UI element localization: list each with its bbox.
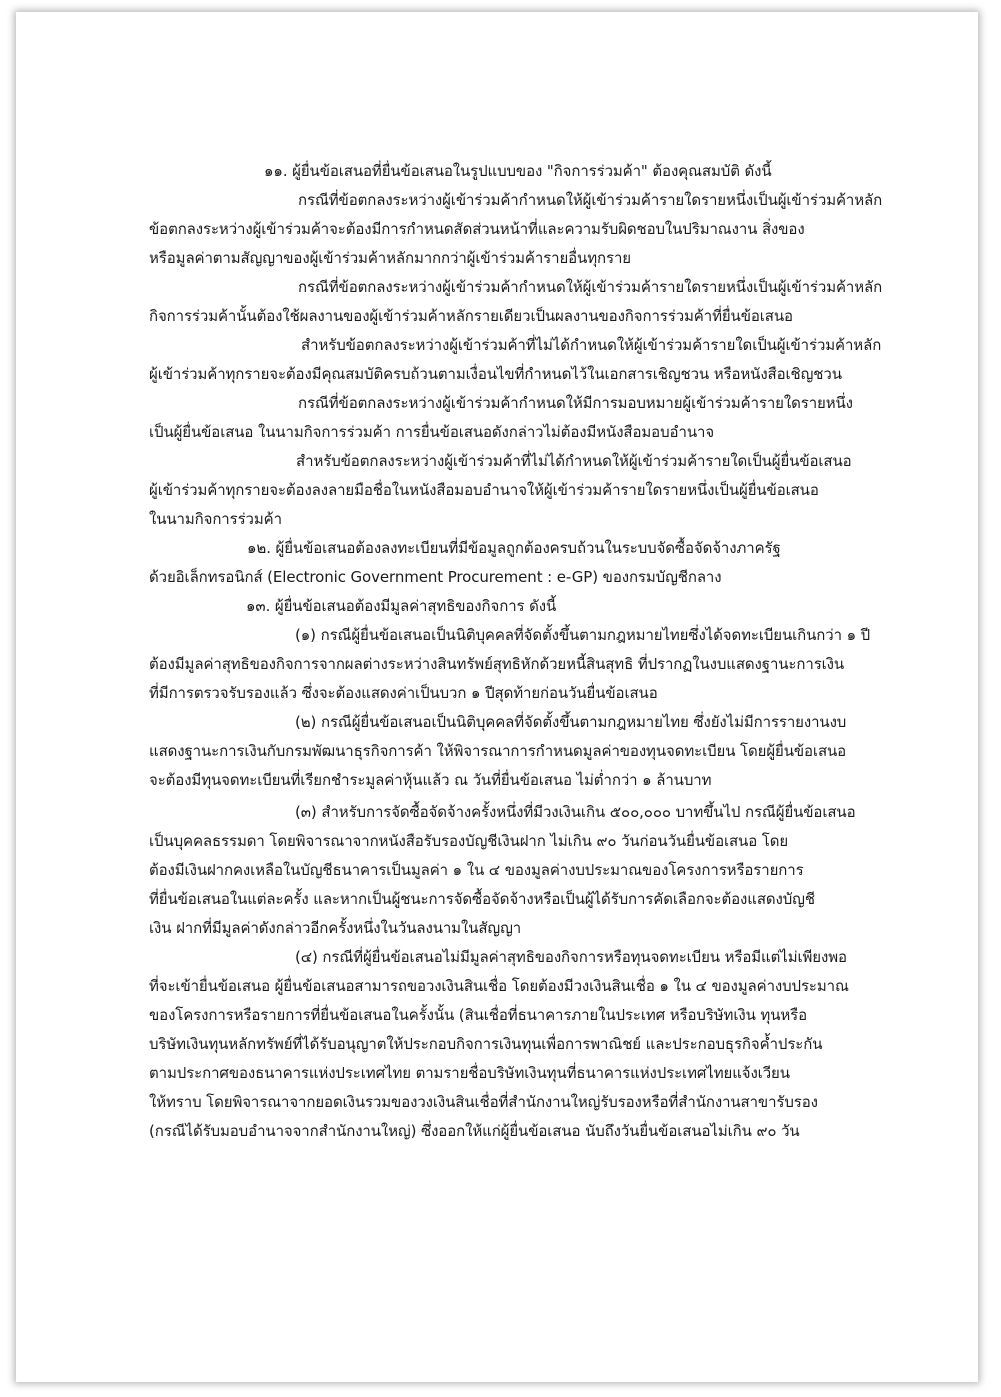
text-line: ผู้เข้าร่วมค้าทุกรายจะต้องมีคุณสมบัติครบถ้วนตามเงื่อนไขที่กำหนดไว้ในเอกสารเชิญชวน หรือหนังสือเชิญชวน bbox=[149, 365, 842, 383]
text-line: จะต้องมีทุนจดทะเบียนที่เรียกชำระมูลค่าหุ้นแล้ว ณ วันที่ยื่นข้อเสนอ ไม่ต่ำกว่า ๑ ล้านบาท bbox=[149, 771, 712, 789]
text-line: ตามประกาศของธนาคารแห่งประเทศไทย ตามรายชื่อบริษัทเงินทุนที่ธนาคารแห่งประเทศไทยแจ้งเวียน bbox=[149, 1064, 790, 1082]
text-line: (๒) กรณีผู้ยื่นข้อเสนอเป็นนิติบุคคลที่จัดตั้งขึ้นตามกฎหมายไทย ซึ่งยังไม่มีการรายงานงบ bbox=[295, 713, 847, 731]
text-line: (๓) สำหรับการจัดซื้อจัดจ้างครั้งหนึ่งที่มีวงเงินเกิน ๕๐๐,๐๐๐ บาทขึ้นไป กรณีผู้ยื่นข้อเสนอ bbox=[295, 803, 856, 821]
text-line: ของโครงการหรือรายการที่ยื่นข้อเสนอในครั้งนั้น (สินเชื่อที่ธนาคารภายในประเทศ หรือบริษัทเงิน ทุนหรือ bbox=[149, 1006, 808, 1024]
text-line: เงิน ฝากที่มีมูลค่าดังกล่าวอีกครั้งหนึ่งในวันลงนามในสัญญา bbox=[149, 919, 522, 937]
text-line: หรือมูลค่าตามสัญญาของผู้เข้าร่วมค้าหลักมากกว่าผู้เข้าร่วมค้ารายอื่นทุกราย bbox=[149, 249, 631, 267]
text-line: ที่มีการตรวจรับรองแล้ว ซึ่งจะต้องแสดงค่าเป็นบวก ๑ ปีสุดท้ายก่อนวันยื่นข้อเสนอ bbox=[149, 684, 658, 702]
text-line: กรณีที่ข้อตกลงระหว่างผู้เข้าร่วมค้ากำหนดให้ผู้เข้าร่วมค้ารายใดรายหนึ่งเป็นผู้เข้าร่วมค้าหลัก bbox=[298, 278, 883, 296]
text-line: ๑๓. ผู้ยื่นข้อเสนอต้องมีมูลค่าสุทธิของกิจการ ดังนี้ bbox=[246, 597, 557, 615]
text-line: (๔) กรณีที่ผู้ยื่นข้อเสนอไม่มีมูลค่าสุทธิของกิจการหรือทุนจดทะเบียน หรือมีแต่ไม่เพียงพอ bbox=[295, 948, 847, 966]
text-line: ๑๒. ผู้ยื่นข้อเสนอต้องลงทะเบียนที่มีข้อมูลถูกต้องครบถ้วนในระบบจัดซื้อจัดจ้างภาครัฐ bbox=[247, 539, 781, 557]
text-line: ให้ทราบ โดยพิจารณาจากยอดเงินรวมของวงเงินสินเชื่อที่สำนักงานใหญ่รับรองหรือที่สำนักงานสาขารับรอง bbox=[149, 1093, 818, 1111]
text-line: ที่จะเข้ายื่นข้อเสนอ ผู้ยื่นข้อเสนอสามารถขอวงเงินสินเชื่อ โดยต้องมีวงเงินสินเชื่อ ๑ ใน ๔ ของมูลค่างบประมาณ bbox=[149, 977, 849, 995]
text-line: ข้อตกลงระหว่างผู้เข้าร่วมค้าจะต้องมีการกำหนดสัดส่วนหน้าที่และความรับผิดชอบในปริมาณงาน สิ่งของ bbox=[149, 220, 805, 238]
text-line: แสดงฐานะการเงินกับกรมพัฒนาธุรกิจการค้า ให้พิจารณาการกำหนดมูลค่าของทุนจดทะเบียน โดยผู้ยื่นข้อเสนอ bbox=[149, 742, 847, 760]
text-line: เป็นบุคคลธรรมดา โดยพิจารณาจากหนังสือรับรองบัญชีเงินฝาก ไม่เกิน ๙๐ วันก่อนวันยื่นข้อเสนอ โดย bbox=[149, 832, 789, 850]
text-line: ในนามกิจการร่วมค้า bbox=[149, 510, 282, 528]
text-line: ๑๑. ผู้ยื่นข้อเสนอที่ยื่นข้อเสนอในรูปแบบของ "กิจการร่วมค้า" ต้องคุณสมบัติ ดังนี้ bbox=[264, 162, 772, 180]
text-line: ต้องมีมูลค่าสุทธิของกิจการจากผลต่างระหว่างสินทรัพย์สุทธิหักด้วยหนี้สินสุทธิ ที่ปรากฏในงบแสดงฐานะการเงิน bbox=[149, 655, 845, 673]
text-line: ที่ยื่นข้อเสนอในแต่ละครั้ง และหากเป็นผู้ชนะการจัดซื้อจัดจ้างหรือเป็นผู้ได้รับการคัดเลือกจะต้องแสดงบัญชี bbox=[149, 890, 815, 908]
text-line: สำหรับข้อตกลงระหว่างผู้เข้าร่วมค้าที่ไม่ได้กำหนดให้ผู้เข้าร่วมค้ารายใดเป็นผู้ยื่นข้อเสนอ bbox=[296, 452, 852, 470]
document-body bbox=[16, 12, 978, 1382]
text-line: กรณีที่ข้อตกลงระหว่างผู้เข้าร่วมค้ากำหนดให้มีการมอบหมายผู้เข้าร่วมค้ารายใดรายหนึ่ง bbox=[298, 394, 853, 412]
text-line: (๑) กรณีผู้ยื่นข้อเสนอเป็นนิติบุคคลที่จัดตั้งขึ้นตามกฎหมายไทยซึ่งได้จดทะเบียนเกินกว่า ๑ ปี bbox=[295, 626, 871, 644]
text-line: สำหรับข้อตกลงระหว่างผู้เข้าร่วมค้าที่ไม่ได้กำหนดให้ผู้เข้าร่วมค้ารายใดเป็นผู้เข้าร่วมค้าหลัก bbox=[301, 336, 882, 354]
text-line: บริษัทเงินทุนหลักทรัพย์ที่ได้รับอนุญาตให้ประกอบกิจการเงินทุนเพื่อการพาณิชย์ และประกอบธุรกิจค้ำประกัน bbox=[149, 1035, 823, 1053]
text-line: กิจการร่วมค้านั้นต้องใช้ผลงานของผู้เข้าร่วมค้าหลักรายเดียวเป็นผลงานของกิจการร่วมค้าที่ยื่นข้อเสนอ bbox=[149, 307, 793, 325]
text-line: ผู้เข้าร่วมค้าทุกรายจะต้องลงลายมือชื่อในหนังสือมอบอำนาจให้ผู้เข้าร่วมค้ารายใดรายหนึ่งเป็นผู้ยื่นข้อเสนอ bbox=[149, 481, 819, 499]
text-line: (กรณีได้รับมอบอำนาจจากสำนักงานใหญ่) ซึ่งออกให้แก่ผู้ยื่นข้อเสนอ นับถึงวันยื่นข้อเสนอไม่เกิน ๙๐ วัน bbox=[149, 1122, 800, 1140]
document-page bbox=[16, 12, 978, 1382]
text-line: เป็นผู้ยื่นข้อเสนอ ในนามกิจการร่วมค้า การยื่นข้อเสนอดังกล่าวไม่ต้องมีหนังสือมอบอำนาจ bbox=[149, 423, 715, 441]
text-line: ต้องมีเงินฝากคงเหลือในบัญชีธนาคารเป็นมูลค่า ๑ ใน ๔ ของมูลค่างบประมาณของโครงการหรือรายการ bbox=[149, 861, 804, 879]
text-line: กรณีที่ข้อตกลงระหว่างผู้เข้าร่วมค้ากำหนดให้ผู้เข้าร่วมค้ารายใดรายหนึ่งเป็นผู้เข้าร่วมค้าหลัก bbox=[298, 191, 883, 209]
text-line: ด้วยอิเล็กทรอนิกส์ (Electronic Government Procurement : e-GP) ของกรมบัญชีกลาง bbox=[149, 568, 722, 586]
